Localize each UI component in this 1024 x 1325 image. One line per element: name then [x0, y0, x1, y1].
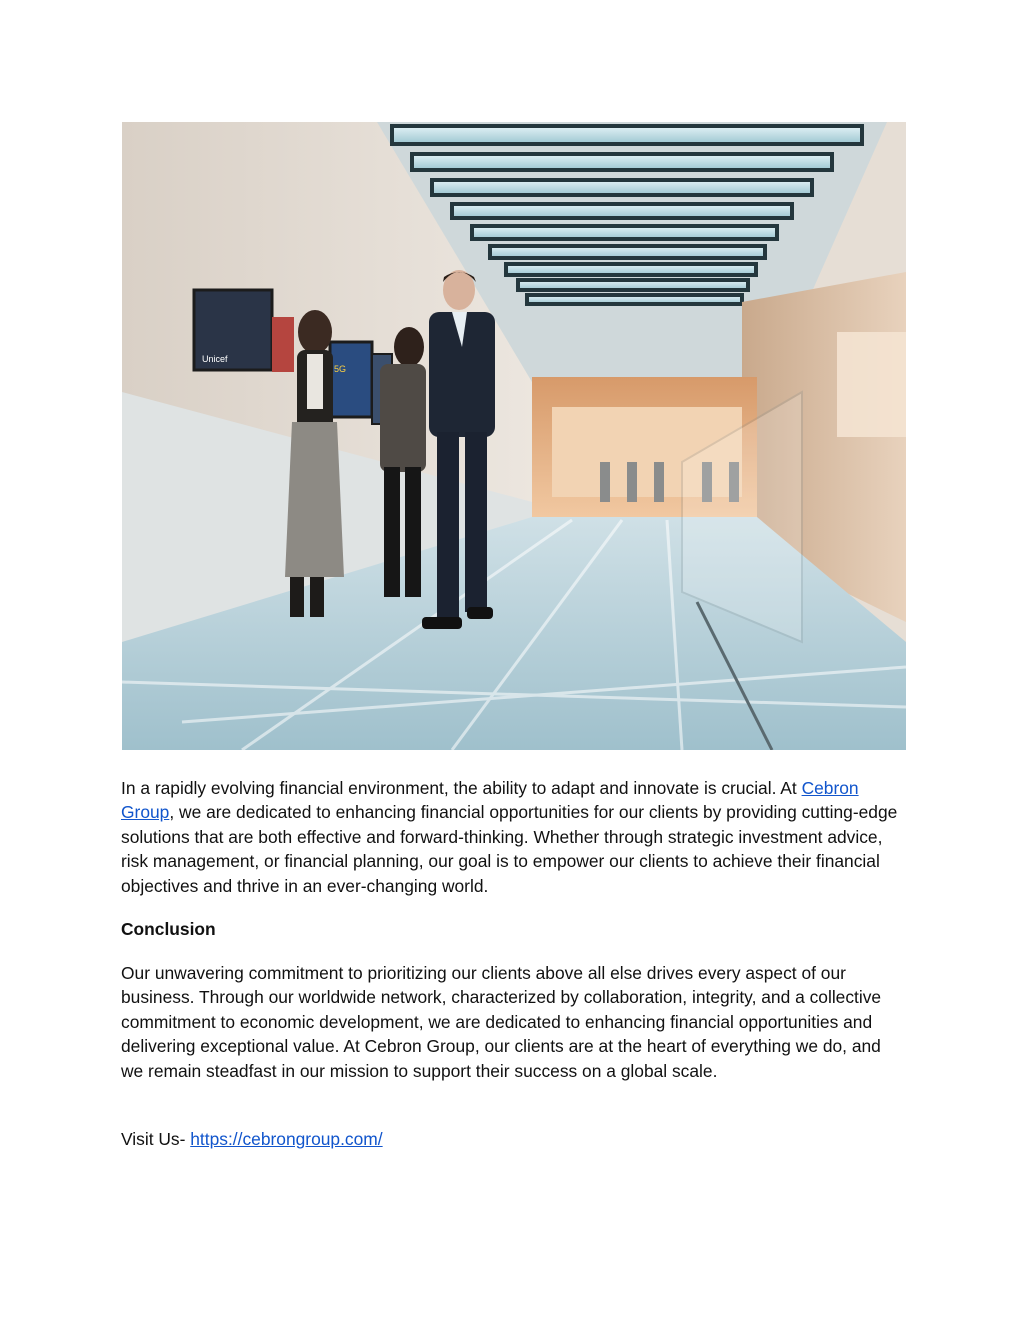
- hero-photo: [122, 122, 906, 750]
- intro-text-after-link: , we are dedicated to enhancing financial opportunities for our clients by providing cutting-edge solutions that are both effective and forward-thinking. Whether through strategic investment advice, risk management, or financial planning, our goal is to empower our clients to achieve their financial objectives and thrive in an ever-changing world.: [121, 802, 898, 896]
- cebron-group-link[interactable]: Cebron Group: [121, 778, 859, 823]
- screen-label-2: 5G: [334, 364, 347, 374]
- visit-label: Visit Us-: [121, 1129, 191, 1149]
- hero-photo-illustration: [122, 122, 906, 750]
- intro-paragraph: [121, 776, 907, 898]
- conclusion-paragraph: Our unwavering commitment to prioritizing our clients above all else drives every aspect of our business. Through our worldwide network, characterized by collaboration, integrity, and a collective commitment to economic development, we are dedicated to enhancing financial opportunities and delivering exceptional value. At Cebron Group, our clients are at the heart of everything we do, and we remain steadfast in our mission to support their success on a global scale.: [121, 963, 882, 1081]
- visit-line: [121, 1127, 907, 1151]
- screen-label-1: Unicef: [202, 354, 228, 364]
- conclusion-heading: Conclusion: [121, 919, 216, 939]
- intro-text-before-link: In a rapidly evolving financial environment, the ability to adapt and innovate is crucial. At: [121, 778, 802, 798]
- website-link[interactable]: https://cebrongroup.com/: [190, 1129, 383, 1149]
